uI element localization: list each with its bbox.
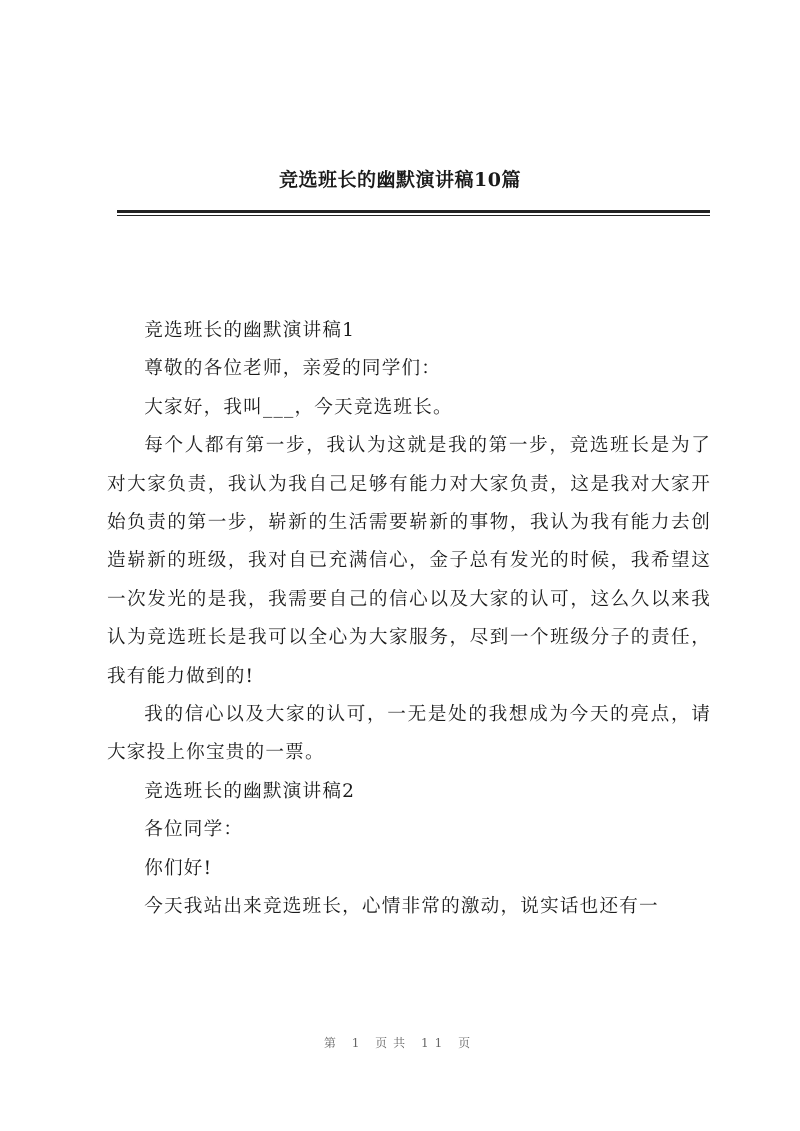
paragraph: 大家好，我叫___，今天竞选班长。 <box>144 396 453 418</box>
paragraph: 今天我站出来竞选班长，心情非常的激动，说实话也还有一 <box>144 896 659 918</box>
paragraph: 尊敬的各位老师，亲爱的同学们： <box>144 358 442 380</box>
page-footer: 第 1 页共 11 页 <box>323 1036 477 1050</box>
paragraph: 竞选班长的幽默演讲稿2 <box>144 780 356 802</box>
paragraph: 各位同学： <box>144 819 244 841</box>
paragraph: 我的信心以及大家的认可，一无是处的我想成为今天的亮点，请大家投上你宝贵的一票。 <box>107 704 711 764</box>
title-divider <box>117 210 710 213</box>
paragraph: 每个人都有第一步，我认为这就是我的第一步，竞选班长是为了对大家负责，我认为我自己足够有能力对大家负责，这是我对大家开始负责的第一步，崭新的生活需要崭新的事物，我认为我有能力去创造崭新的班级，我对自已充满信心，金子总有发光的时候，我希望这一次发光的是我，我需要自己的信心以及大家的认可，这么久以来我认为竞选班长是我可以全心为大家服务，尽到一个班级分子的责任，我有能力做到的! <box>107 435 711 687</box>
document-title: 竞选班长的幽默演讲稿10篇 <box>279 169 521 191</box>
title-divider-thin <box>117 215 710 216</box>
paragraph: 竞选班长的幽默演讲稿1 <box>144 320 356 341</box>
document-body <box>107 312 711 927</box>
paragraph: 你们好! <box>144 857 213 879</box>
